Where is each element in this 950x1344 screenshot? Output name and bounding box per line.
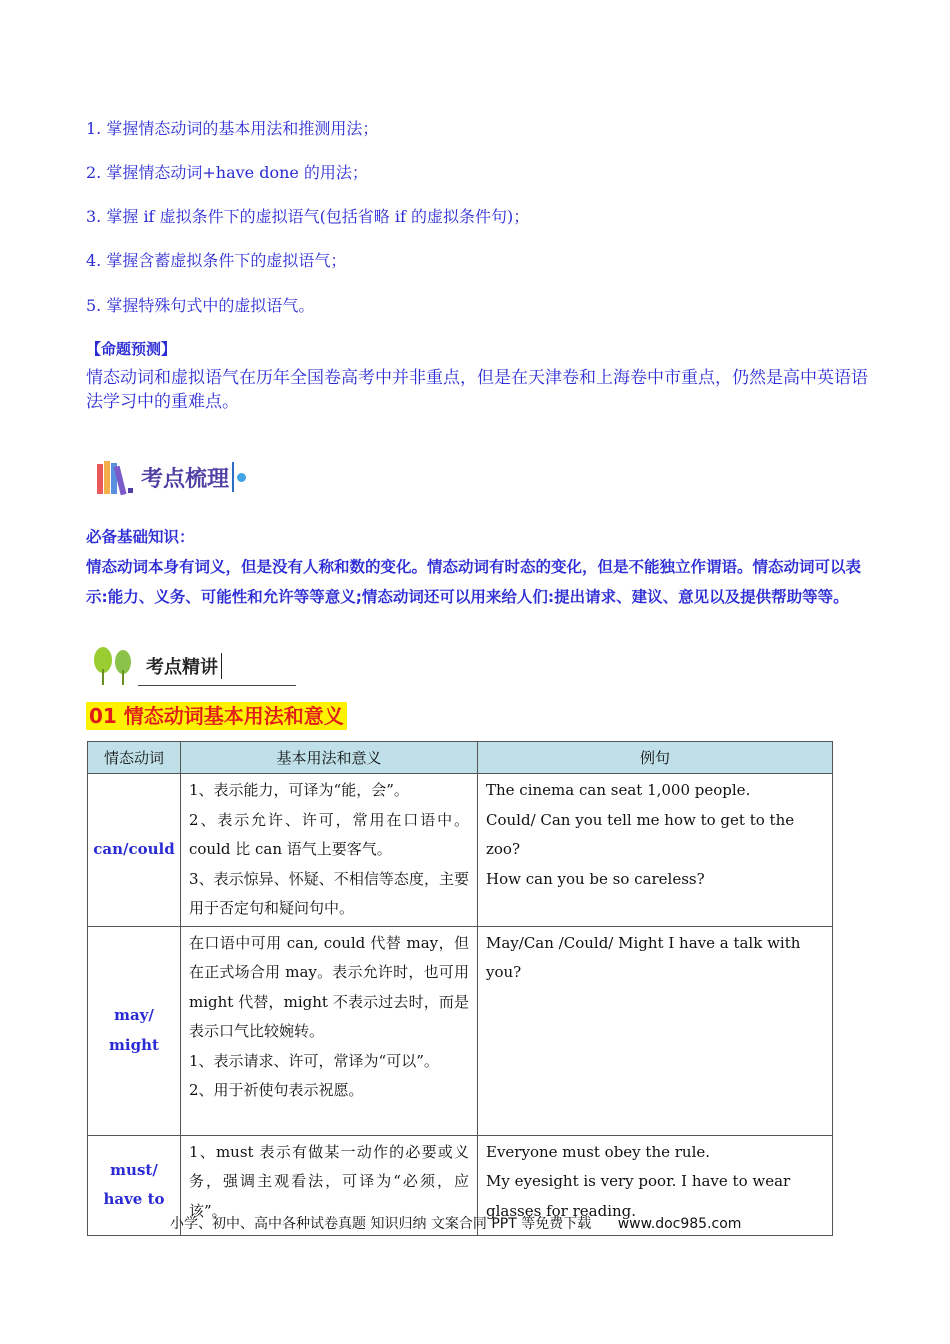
prediction-text: 情态动词和虚拟语气在历年全国卷高考中并非重点，但是在天津卷和上海卷中市重点，仍然是高中英语语法学习中的重难点。 [86,368,868,412]
verb-cell: may/ might [88,926,181,1135]
table-row [88,926,833,1135]
goal-item-5: 5. 掌握特殊句式中的虚拟语气。 [86,296,315,315]
banner-underline [138,685,296,686]
goal-item-1: 1. 掌握情态动词的基本用法和推测用法； [86,119,379,138]
page-footer [170,1213,741,1233]
table-header: 情态动词 [88,742,181,774]
table-header-row [88,742,833,774]
usage-line: 1、表示请求、许可，常译为“可以”。 [189,1051,439,1070]
banner-kaodian-jingjiang [90,644,222,688]
banner-dot [237,473,246,482]
basic-knowledge [86,522,876,612]
modal-verb-table [87,741,832,1220]
section-title: 01 情态动词基本用法和意义 [86,702,347,730]
banner-cursor [232,462,234,492]
banner-label: 考点精讲 [146,657,218,678]
verb-cell: can/could [88,774,181,927]
example-line: Everyone must obey the rule. [486,1142,711,1161]
footer-text: 小学、初中、高中各种试卷真题 知识归纳 文案合同 PPT 等免费下载 [170,1216,592,1232]
goal-item-2: 2. 掌握情态动词+have done 的用法； [86,163,368,182]
basic-heading: 必备基础知识： [86,528,195,546]
banner-label: 考点梳理 [141,466,230,492]
usage-line: 2、用于祈使句表示祝愿。 [189,1081,364,1099]
example-line: May/Can /Could/ Might I have a talk with you? [486,933,801,981]
basic-text: 情态动词本身有词义，但是没有人称和数的变化。情态动词有时态的变化，但是不能独立作谓语。情态动词可以表示:能力、义务、可能性和允许等等意义;情态动词还可以用来给人们:提出请求、建议、意见以及提供帮助等等。 [86,558,862,606]
example-line: How can you be so careless? [486,869,705,888]
usage-cell [181,774,478,927]
tree-icon [90,645,136,687]
table-header: 例句 [478,742,833,774]
verb-cell: must/ have to [88,1135,181,1235]
books-icon [95,458,137,496]
example-line: The cinema can seat 1,000 people. [486,781,751,799]
usage-line: 1、表示能力，可译为“能，会”。 [189,781,409,799]
goal-item-3: 3. 掌握 if 虚拟条件下的虚拟语气(包括省略 if 的虚拟条件句)； [86,207,530,226]
example-cell [478,774,833,927]
usage-line: 1、must 表示有做某一动作的必要或义务，强调主观看法，可译为“必须，应该”。 [189,1142,469,1220]
usage-cell [181,926,478,1135]
usage-line: 3、表示惊异、怀疑、不相信等态度，主要用于否定句和疑问句中。 [189,869,469,917]
footer-url[interactable]: www.doc985.com [617,1216,742,1232]
table-row [88,774,833,927]
goal-item-4: 4. 掌握含蓄虚拟条件下的虚拟语气； [86,251,347,270]
example-line: My eyesight is very poor. I have to wear glasses for reading. [486,1172,791,1220]
example-cell [478,926,833,1135]
usage-line: 在口语中可用 can, could 代替 may，但在正式场合用 may。表示允许时，也可用 might 代替，might 不表示过去时，而是表示口气比较婉转。 [189,933,469,1040]
table-header: 基本用法和意义 [181,742,478,774]
banner-kaodian-shuli [95,456,246,498]
banner-cursor [221,653,222,679]
usage-line: 2、表示允许、许可，常用在口语中。could 比 can 语气上要客气。 [189,810,469,858]
example-line: Could/ Can you tell me how to get to the zoo? [486,810,795,858]
prediction-heading: 【命题预测】 [86,340,177,358]
